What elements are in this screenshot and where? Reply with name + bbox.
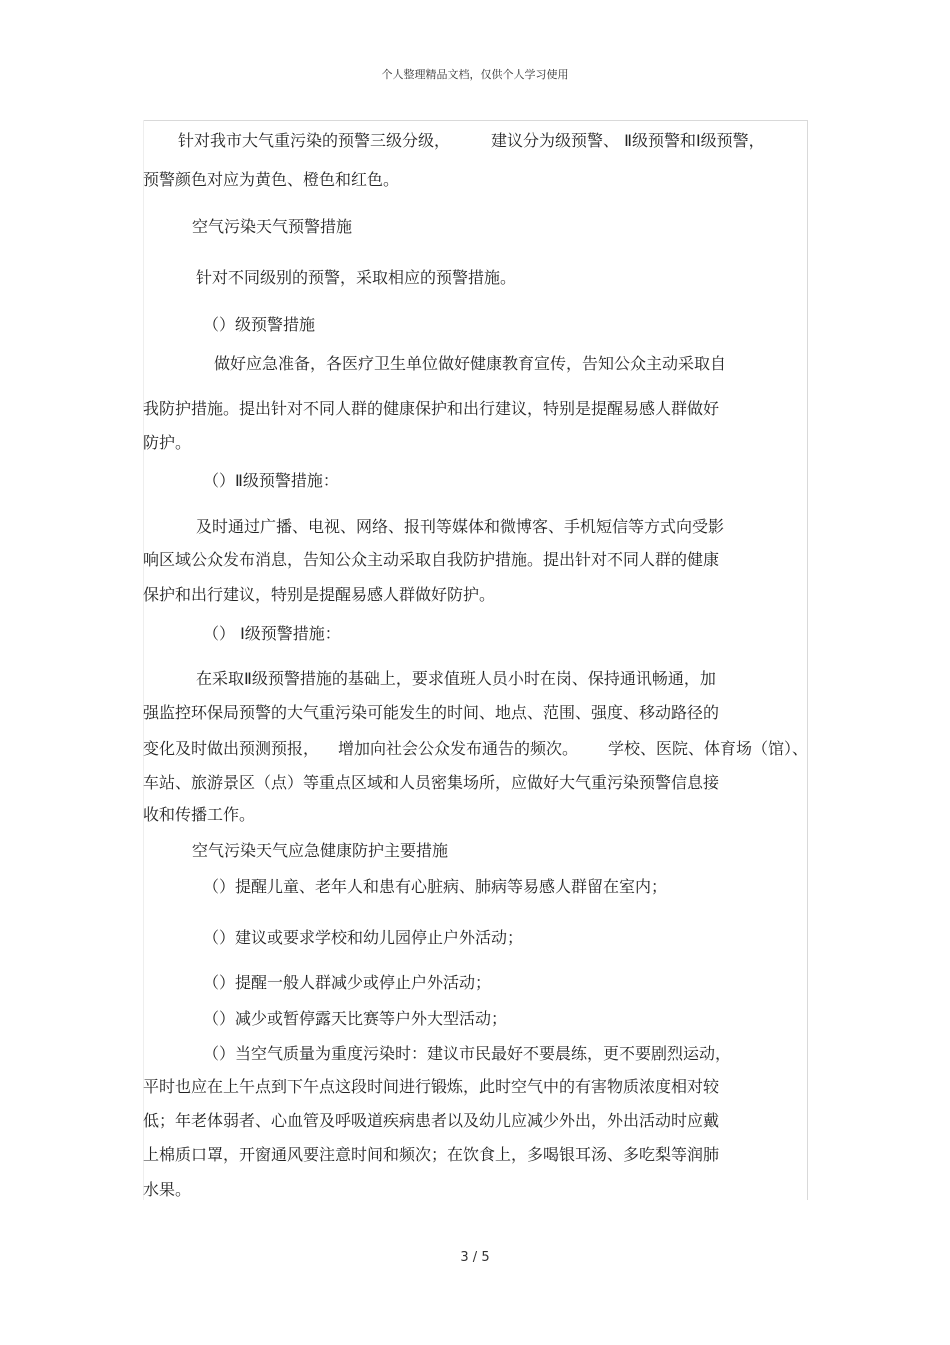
page-header: 个人整理精品文档，仅供个人学习使用 xyxy=(381,68,569,81)
heading-level-1-measures: （） Ⅰ级预警措施： xyxy=(203,624,341,643)
measure-5-line-4: 上棉质口罩，开窗通风要注意时间和频次；在饮食上，多喝银耳汤、多吃梨等润肺 xyxy=(143,1145,720,1164)
measure-4: （）减少或暂停露天比赛等户外大型活动； xyxy=(203,1009,508,1028)
para-2: 针对不同级别的预警，采取相应的预警措施。 xyxy=(196,268,517,287)
para-3-line-2: 我防护措施。提出针对不同人群的健康保护和出行建议，特别是提醒易感人群做好 xyxy=(143,399,720,418)
para-5-line-5: 收和传播工作。 xyxy=(143,805,256,824)
heading-warning-measures: 空气污染天气预警措施 xyxy=(192,217,353,236)
para-4-line-2: 响区域公众发布消息，告知公众主动采取自我防护措施。提出针对不同人群的健康 xyxy=(143,550,720,569)
table-left-border xyxy=(143,120,144,1200)
para-3-line-1: 做好应急准备，各医疗卫生单位做好健康教育宣传，告知公众主动采取自 xyxy=(214,354,727,373)
para-1-line-1a: 针对我市大气重污染的预警三级分级， xyxy=(178,131,451,150)
para-5-line-3b: 增加向社会公众发布通告的频次。 xyxy=(338,739,579,758)
heading-health-protection: 空气污染天气应急健康防护主要措施 xyxy=(192,841,449,860)
para-1-line-1b: 建议分为级预警、 Ⅱ级预警和Ⅰ级预警， xyxy=(491,131,765,150)
table-top-border xyxy=(143,120,808,121)
measure-5-line-2: 平时也应在上午点到下午点这段时间进行锻炼，此时空气中的有害物质浓度相对较 xyxy=(143,1077,720,1096)
para-1-line-2: 预警颜色对应为黄色、橙色和红色。 xyxy=(143,170,400,189)
para-4-line-1: 及时通过广播、电视、网络、报刊等媒体和微博客、手机短信等方式向受影 xyxy=(196,517,725,536)
page-number: 3 / 5 xyxy=(460,1250,490,1265)
para-5-line-4: 车站、旅游景区（点）等重点区域和人员密集场所，应做好大气重污染预警信息接 xyxy=(143,773,720,792)
measure-1: （）提醒儿童、老年人和患有心脏病、肺病等易感人群留在室内； xyxy=(203,877,668,896)
para-5-line-2: 强监控环保局预警的大气重污染可能发生的时间、地点、范围、强度、移动路径的 xyxy=(143,703,720,722)
heading-level-2-measures: （）Ⅱ级预警措施： xyxy=(203,471,339,490)
measure-5-line-5: 水果。 xyxy=(143,1180,192,1199)
para-4-line-3: 保护和出行建议，特别是提醒易感人群做好防护。 xyxy=(143,585,496,604)
measure-5-line-3: 低；年老体弱者、心血管及呼吸道疾病患者以及幼儿应减少外出，外出活动时应戴 xyxy=(143,1111,720,1130)
measure-3: （）提醒一般人群减少或停止户外活动； xyxy=(203,973,492,992)
para-5-line-3a: 变化及时做出预测预报， xyxy=(143,739,320,758)
measure-5-line-1: （）当空气质量为重度污染时：建议市民最好不要晨练，更不要剧烈运动， xyxy=(203,1044,732,1063)
heading-level-3-measures: （）级预警措施 xyxy=(203,315,316,334)
para-5-line-1: 在采取Ⅱ级预警措施的基础上，要求值班人员小时在岗、保持通讯畅通，加 xyxy=(196,669,716,688)
measure-2: （）建议或要求学校和幼儿园停止户外活动； xyxy=(203,928,524,947)
para-5-line-3c: 学校、医院、体育场（馆）、 xyxy=(608,739,809,758)
para-3-line-3: 防护。 xyxy=(143,433,192,452)
table-right-border xyxy=(807,120,808,1200)
